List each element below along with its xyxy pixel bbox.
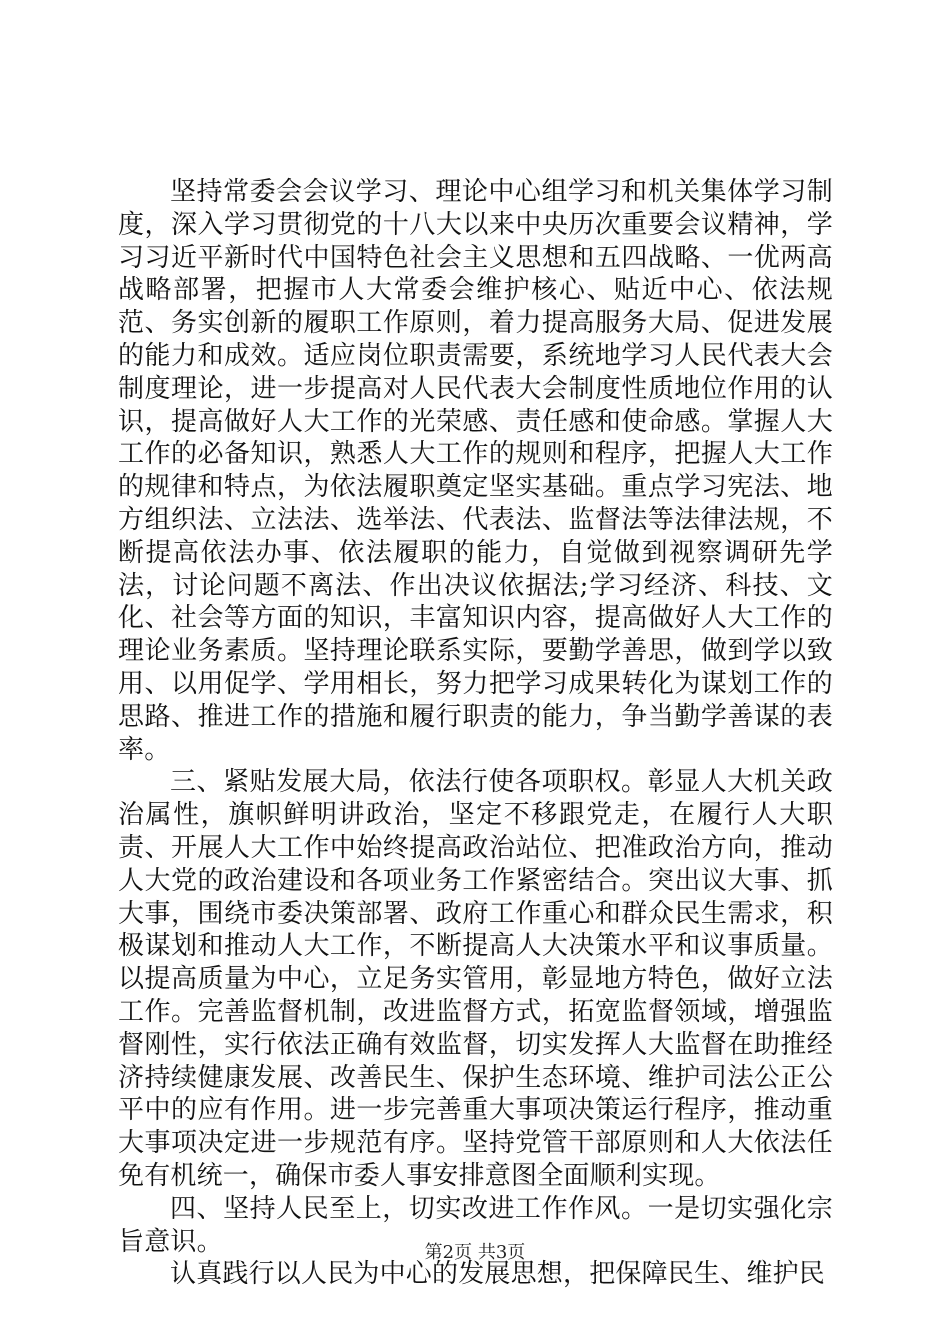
paragraph-people-centered: 认真践行以人民为中心的发展思想，把保障民生、维护民 [170,1259,826,1290]
paragraph-study-system: 坚持常委会会议学习、理论中心组学习和机关集体学习制度，深入学习贯彻党的十八大以来中央历次重要会议精神，学习习近平新时代中国特色社会主义思想和五四战略、一优两高战略部署，把握市人大常委会维护核心、贴近中心、依法规范、务实创新的履职工作原则，着力提高服务大局、促进发展的能力和成效。适应岗位职责需要，系统地学习人民代表大会制度理论，进一步提高对人民代表大会制度性质地位作用的认识，提高做好人大工作的光荣感、责任感和使命感。掌握人大工作的必备知识，熟悉人大工作的规则和程序，把握人大工作的规律和特点，为依法履职奠定坚实基础。重点学习宪法、地方组织法、立法法、选举法、代表法、监督法等法律法规，不断提高依法办事、依法履职的能力，自觉做到视察调研先学法，讨论问题不离法、作出决议依据法;学习经济、科技、文化、社会等方面的知识，丰富知识内容，提高做好人大工作的理论业务素质。坚持理论联系实际，要勤学善思，做到学以致用、以用促学、学用相长，努力把学习成果转化为谋划工作的思路、推进工作的措施和履行职责的能力，争当勤学善谋的表率。 [118,177,833,765]
document-body [118,176,833,1291]
paragraph-section-three: 三、紧贴发展大局，依法行使各项职权。彰显人大机关政治属性，旗帜鲜明讲政治，坚定不移跟党走，在履行人大职责、开展人大工作中始终提高政治站位、把准政治方向，推动人大党的政治建设和各项业务工作紧密结合。突出议大事、抓大事，围绕市委决策部署、政府工作重心和群众民生需求，积极谋划和推动人大工作，不断提高人大决策水平和议事质量。以提高质量为中心，立足务实管用，彰显地方特色，做好立法工作。完善监督机制，改进监督方式，拓宽监督领域，增强监督刚性，实行依法正确有效监督，切实发挥人大监督在助推经济持续健康发展、改善民生、保护生态环境、维护司法公正公平中的应有作用。进一步完善重大事项决策运行程序，推动重大事项决定进一步规范有序。坚持党管干部原则和人大依法任免有机统一，确保市委人事安排意图全面顺利实现。 [118,767,833,1191]
paragraph-section-four: 四、坚持人民至上，切实改进工作作风。一是切实强化宗旨意识。 [118,1193,833,1257]
page-number-footer: 第2页 共3页 [424,1242,526,1263]
